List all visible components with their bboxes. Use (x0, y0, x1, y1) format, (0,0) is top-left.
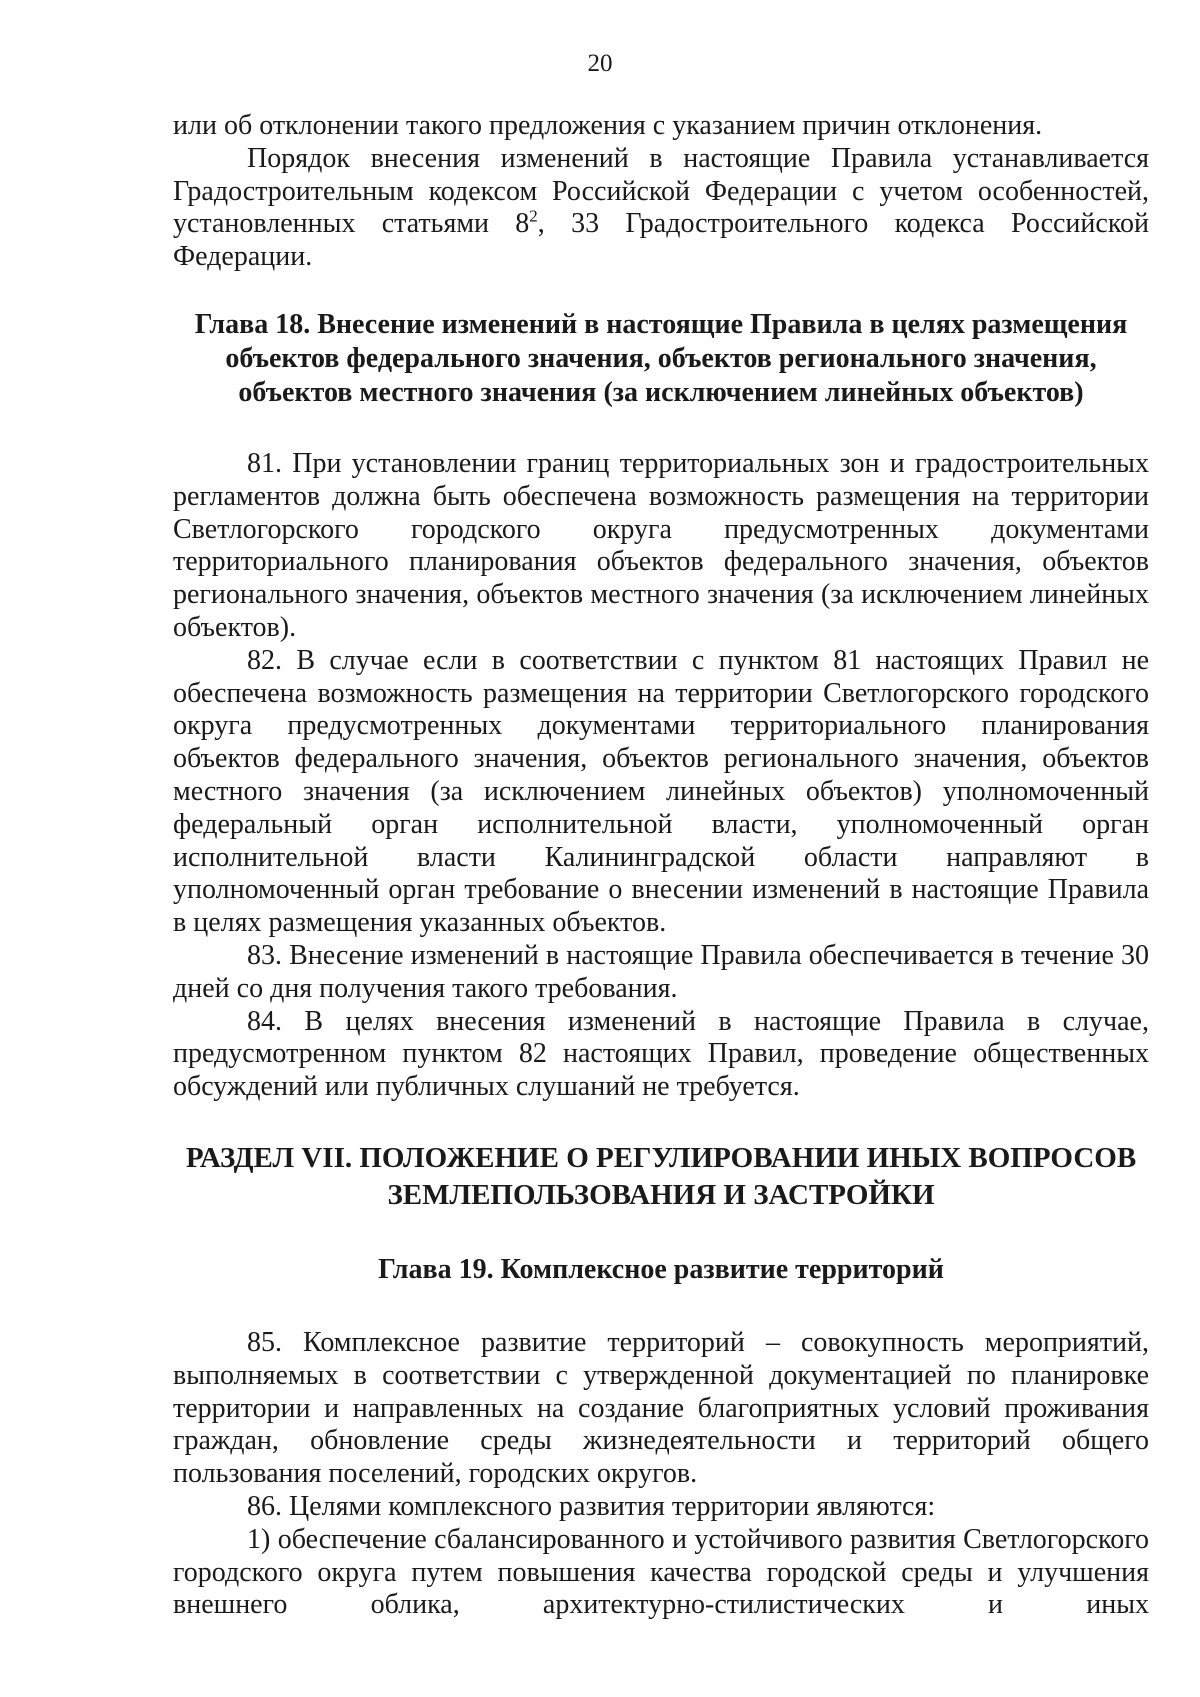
chapter-19-heading: Глава 19. Комплексное развитие территорий (378, 1253, 944, 1285)
clause-84: 84. В целях внесения изменений в настоящие Правила в случае, предусмотренном пунктом 82 настоящих Правил, проведение общественных обсуждений или публичных слушаний не требуется. (173, 1005, 1149, 1103)
paragraph-text: Порядок внесения изменений в настоящие Правила устанавливается Градостроительным кодексом Российской Федерации с учетом особенностей, установленных статьями 8 (173, 142, 1149, 240)
paragraph-continuation: или об отклонении такого предложения с указанием причин отклонения. (173, 110, 1043, 141)
page-number: 20 (587, 50, 613, 77)
sub-clause-1: 1) обеспечение сбалансированного и устойчивого развития Светлогорского городского округа путем повышения качества городской среды и улучшения внешнего облика, архитектурно-стилистических и иных (173, 1523, 1149, 1621)
clause-82: 82. В случае если в соответствии с пунктом 81 настоящих Правил не обеспечена возможность размещения на территории Светлогорского городского округа предусмотренных документами территориального планирования объектов федерального значения, объектов регионального значения, объектов местного значения (за исключением линейных объектов) уполномоченный федеральный орган исполнительной власти, уполномоченный орган исполнительной власти Калининградской области направляют в уполномоченный орган требование о внесении изменений в настоящие Правила в целях размещения указанных объектов. (173, 644, 1149, 939)
paragraph-amendment-procedure (173, 143, 1149, 274)
document-body (173, 110, 1149, 1622)
section-7-heading: РАЗДЕЛ VII. ПОЛОЖЕНИЕ О РЕГУЛИРОВАНИИ ИНЫХ ВОПРОСОВ ЗЕМЛЕПОЛЬЗОВАНИЯ И ЗАСТРОЙКИ (185, 1141, 1137, 1211)
clause-83: 83. Внесение изменений в настоящие Правила обеспечивается в течение 30 дней со дня получения такого требования. (173, 939, 1149, 1004)
paragraph-text: , 33 Градостроительного кодекса Российской Федерации. (173, 208, 1149, 273)
clause-86: 86. Целями комплексного развития территории являются: (247, 1490, 936, 1522)
chapter-18-heading: Глава 18. Внесение изменений в настоящие Правила в целях размещения объектов федерального значения, объектов регионального значения, объектов местного значения (за исключением линейных объектов) (194, 308, 1128, 408)
clause-81: 81. При установлении границ территориальных зон и градостроительных регламентов должна быть обеспечена возможность размещения на территории Светлогорского городского округа предусмотренных документами территориального планирования объектов федерального значения, объектов регионального значения, объектов местного значения (за исключением линейных объектов). (173, 447, 1149, 643)
clause-85: 85. Комплексное развитие территорий – совокупность мероприятий, выполняемых в соответствии с утвержденной документацией по планировке территории и направленных на создание благоприятных условий проживания граждан, обновление среды жизнедеятельности и территорий общего пользования поселений, городских округов. (173, 1326, 1149, 1490)
superscript: 2 (529, 207, 538, 227)
